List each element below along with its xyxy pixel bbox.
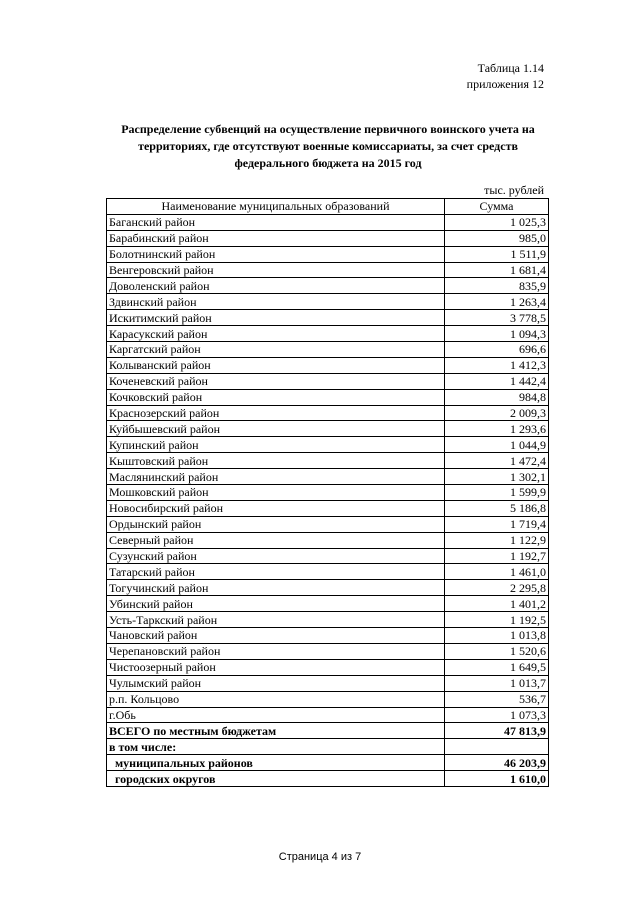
municipality-name: Краснозерский район [107, 405, 445, 421]
column-header-name: Наименование муниципальных образований [107, 199, 445, 215]
municipality-name: Колыванский район [107, 357, 445, 373]
including-label: в том числе: [107, 739, 445, 755]
municipality-name: Кыштовский район [107, 453, 445, 469]
table-row [107, 596, 549, 612]
municipality-sum: 1 293,6 [445, 421, 549, 437]
table-row [107, 580, 549, 596]
municipality-name: Мошковский район [107, 485, 445, 501]
municipality-name: Тогучинский район [107, 580, 445, 596]
table-row [107, 294, 549, 310]
municipality-name: Усть-Таркский район [107, 612, 445, 628]
municipality-sum: 1 302,1 [445, 469, 549, 485]
municipality-name: Купинский район [107, 437, 445, 453]
municipality-sum: 1 073,3 [445, 707, 549, 723]
municipal-label: муниципальных районов [107, 755, 445, 771]
table-row [107, 421, 549, 437]
municipality-sum: 1 192,5 [445, 612, 549, 628]
municipality-sum: 1 401,2 [445, 596, 549, 612]
table-row [107, 453, 549, 469]
table-row [107, 500, 549, 516]
municipality-sum: 5 186,8 [445, 500, 549, 516]
municipality-sum: 1 719,4 [445, 516, 549, 532]
title-line-1: Распределение субвенций на осуществление первичного воинского учета на [121, 122, 535, 136]
urban-row [107, 771, 549, 787]
table-row [107, 548, 549, 564]
table-row [107, 516, 549, 532]
municipality-sum: 1 044,9 [445, 437, 549, 453]
table-row [107, 373, 549, 389]
municipality-sum: 1 013,8 [445, 628, 549, 644]
municipality-name: Маслянинский район [107, 469, 445, 485]
table-row [107, 469, 549, 485]
total-label: ВСЕГО по местным бюджетам [107, 723, 445, 739]
municipality-name: Здвинский район [107, 294, 445, 310]
table-row [107, 389, 549, 405]
table-row [107, 437, 549, 453]
municipality-name: Ордынский район [107, 516, 445, 532]
title-line-2: территориях, где отсутствуют военные комиссариаты, за счет средств [138, 139, 518, 153]
table-row [107, 485, 549, 501]
municipality-sum: 1 192,7 [445, 548, 549, 564]
municipality-sum: 1 013,7 [445, 675, 549, 691]
table-row [107, 612, 549, 628]
table-number-block [467, 60, 544, 92]
municipality-name: Карасукский район [107, 326, 445, 342]
municipality-sum: 1 599,9 [445, 485, 549, 501]
municipality-sum: 2 295,8 [445, 580, 549, 596]
table-row [107, 675, 549, 691]
total-sum: 47 813,9 [445, 723, 549, 739]
document-title [108, 121, 548, 172]
municipality-name: Северный район [107, 532, 445, 548]
subsidy-table [106, 198, 549, 787]
table-body [107, 214, 549, 723]
municipality-name: Искитимский район [107, 310, 445, 326]
table-row [107, 230, 549, 246]
municipality-sum: 1 649,5 [445, 659, 549, 675]
table-summary [107, 723, 549, 787]
municipality-name: Чулымский район [107, 675, 445, 691]
municipality-sum: 1 094,3 [445, 326, 549, 342]
municipality-name: Болотнинский район [107, 246, 445, 262]
municipality-sum: 536,7 [445, 691, 549, 707]
municipality-name: Чистоозерный район [107, 659, 445, 675]
municipality-sum: 1 461,0 [445, 564, 549, 580]
municipality-name: г.Обь [107, 707, 445, 723]
column-header-sum: Сумма [445, 199, 549, 215]
table-row [107, 214, 549, 230]
municipality-name: Баганский район [107, 214, 445, 230]
municipality-sum: 1 025,3 [445, 214, 549, 230]
table-row [107, 262, 549, 278]
municipality-sum: 1 472,4 [445, 453, 549, 469]
municipality-name: Кочковский район [107, 389, 445, 405]
municipality-sum: 3 778,5 [445, 310, 549, 326]
page-footer: Страница 4 из 7 [278, 851, 362, 863]
municipality-sum: 1 520,6 [445, 643, 549, 659]
table-row [107, 628, 549, 644]
municipality-sum: 1 442,4 [445, 373, 549, 389]
table-row [107, 707, 549, 723]
municipality-name: р.п. Кольцово [107, 691, 445, 707]
municipality-name: Куйбышевский район [107, 421, 445, 437]
municipality-name: Барабинский район [107, 230, 445, 246]
municipality-name: Доволенский район [107, 278, 445, 294]
municipality-sum: 1 412,3 [445, 357, 549, 373]
municipality-name: Чановский район [107, 628, 445, 644]
appendix-number: приложения 12 [466, 77, 544, 91]
table-row [107, 326, 549, 342]
municipality-sum: 2 009,3 [445, 405, 549, 421]
title-line-3: федерального бюджета на 2015 год [234, 156, 422, 170]
table-header-row [107, 199, 549, 215]
municipality-name: Новосибирский район [107, 500, 445, 516]
municipality-name: Коченевский район [107, 373, 445, 389]
municipal-row [107, 755, 549, 771]
municipality-name: Убинский район [107, 596, 445, 612]
table-row [107, 691, 549, 707]
urban-sum: 1 610,0 [445, 771, 549, 787]
table-row [107, 342, 549, 358]
table-row [107, 246, 549, 262]
table-number: Таблица 1.14 [477, 61, 544, 75]
total-row [107, 723, 549, 739]
municipality-sum: 1 681,4 [445, 262, 549, 278]
municipality-name: Каргатский район [107, 342, 445, 358]
municipality-sum: 1 122,9 [445, 532, 549, 548]
municipality-name: Черепановский район [107, 643, 445, 659]
municipality-name: Венгеровский район [107, 262, 445, 278]
municipality-name: Сузунский район [107, 548, 445, 564]
municipality-sum: 835,9 [445, 278, 549, 294]
table-row [107, 564, 549, 580]
table-row [107, 357, 549, 373]
urban-label: городских округов [107, 771, 445, 787]
including-row [107, 739, 549, 755]
municipality-sum: 696,6 [445, 342, 549, 358]
including-sum [445, 739, 549, 755]
municipality-sum: 984,8 [445, 389, 549, 405]
municipality-sum: 1 511,9 [445, 246, 549, 262]
municipal-sum: 46 203,9 [445, 755, 549, 771]
table-row [107, 310, 549, 326]
municipality-name: Татарский район [107, 564, 445, 580]
units-label: тыс. рублей [484, 183, 544, 197]
table-row [107, 659, 549, 675]
table-row [107, 532, 549, 548]
table-row [107, 278, 549, 294]
table-row [107, 405, 549, 421]
table-row [107, 643, 549, 659]
municipality-sum: 985,0 [445, 230, 549, 246]
municipality-sum: 1 263,4 [445, 294, 549, 310]
